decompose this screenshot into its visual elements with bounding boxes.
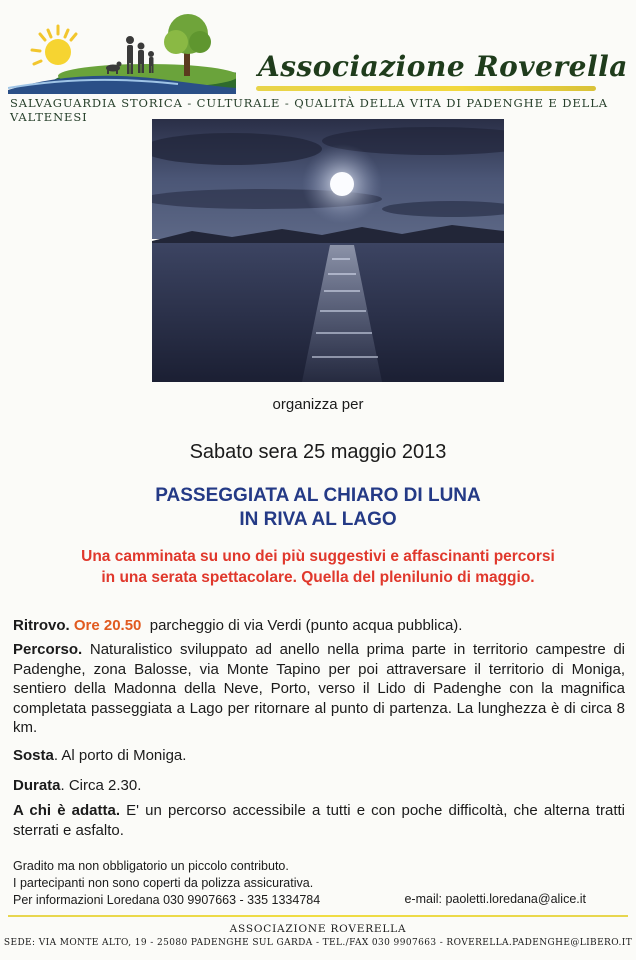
ritrovo-time: Ore 20.50 (73, 617, 142, 634)
sun-icon (32, 26, 76, 65)
sosta-text: . Al porto di Moniga. (53, 747, 187, 764)
footer-address: SEDE: VIA MONTE ALTO, 19 - 25080 PADENGHE SUL GARDA - TEL./FAX 030 9907663 - ROVERELLA.PADENGHE@LIBERO.IT (3, 938, 633, 948)
sosta-label: Sosta (13, 747, 54, 764)
adatta-text: E' un percorso accessibile a tutti e con poche difficoltà, che alterna tratti sterrati e asfalto. (13, 802, 626, 839)
org-name-underline (256, 86, 596, 91)
org-name: Associazione Roverella (258, 50, 628, 83)
note-contact-phone: Per informazioni Loredana 030 9907663 - 335 1334784 (13, 893, 321, 907)
durata-text: . Circa 2.30. (60, 777, 142, 794)
tagline: SALVAGUARDIA STORICA - CULTURALE - QUALITÀ DELLA VITA DI PADENGHE E DELLA VALTENESI (10, 96, 608, 124)
event-title-line1: PASSEGGIATA AL CHIARO DI LUNA (155, 485, 481, 506)
durata-paragraph (13, 776, 625, 796)
event-subtitle-line1: Una camminata su uno dei più suggestivi e affascinanti percorsi (81, 548, 555, 565)
association-logo (8, 6, 236, 94)
ritrovo-paragraph (13, 616, 625, 636)
percorso-paragraph (13, 640, 625, 738)
contact-email: e-mail: paoletti.loredana@alice.it (404, 892, 586, 906)
percorso-text: Naturalistico sviluppato ad anello nella prima parte in territorio campestre di Padenghe, zona Balosse, via Monte Tapino per poi attraversare il territorio di Moniga, sentiero della Madonna della Neve, Porto, verso il Lido di Padenghe con la magnifica completata passeggiata a Lago per ritornare al punto di partenza. La lunghezza è di circa 8 km. (13, 641, 625, 736)
note-contribution: Gradito ma non obbligatorio un piccolo contributo. (13, 859, 289, 873)
footer-divider (8, 915, 628, 917)
durata-label: Durata (13, 777, 61, 794)
footer-org-name: ASSOCIAZIONE ROVERELLA (229, 923, 407, 935)
intro-text: organizza per (272, 396, 364, 413)
note-insurance: I partecipanti non sono coperti da polizza assicurativa. (13, 876, 314, 890)
ritrovo-text: parcheggio di via Verdi (punto acqua pubblica). (149, 617, 463, 634)
event-title (0, 484, 636, 532)
moonlit-lake-photo (152, 119, 504, 382)
event-title-line2: IN RIVA AL LAGO (239, 509, 397, 530)
event-subtitle-line2: in una serata spettacolare. Quella del plenilunio di maggio. (101, 569, 535, 586)
adatta-paragraph (13, 801, 625, 840)
event-date: Sabato sera 25 maggio 2013 (189, 441, 447, 463)
ritrovo-label: Ritrovo. (13, 617, 70, 634)
event-subtitle (0, 546, 636, 588)
adatta-label: A chi è adatta. (13, 802, 121, 819)
percorso-label: Percorso. (13, 641, 83, 658)
sosta-paragraph (13, 746, 625, 766)
